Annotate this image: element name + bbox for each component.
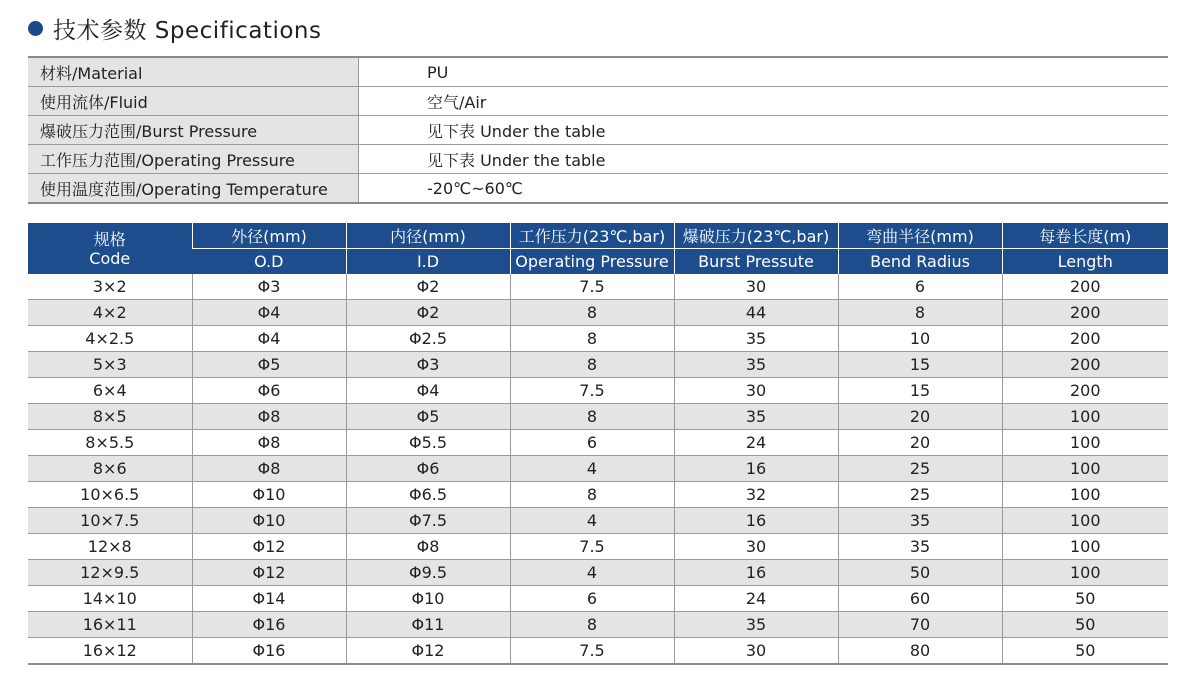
spec-value: 空气/Air: [359, 87, 1169, 116]
specifications-table: [28, 56, 1168, 204]
table-cell: 4: [510, 456, 674, 482]
table-cell: 16: [674, 508, 838, 534]
table-cell: 80: [838, 638, 1002, 665]
column-header-code-en: Code: [89, 248, 131, 268]
table-cell: Φ4: [346, 378, 510, 404]
table-cell: Φ6: [346, 456, 510, 482]
table-cell: 30: [674, 274, 838, 300]
table-cell: 60: [838, 586, 1002, 612]
table-cell: 12×9.5: [28, 560, 192, 586]
table-cell: Φ9.5: [346, 560, 510, 586]
column-header-en: Length: [1002, 249, 1168, 275]
table-cell: 200: [1002, 300, 1168, 326]
table-cell: Φ5: [192, 352, 346, 378]
table-cell: 4: [510, 508, 674, 534]
table-cell: 16×12: [28, 638, 192, 665]
table-cell: Φ2: [346, 274, 510, 300]
table-cell: Φ8: [192, 430, 346, 456]
table-cell: 100: [1002, 430, 1168, 456]
column-header-en: Operating Pressure: [510, 249, 674, 275]
table-cell: Φ10: [192, 482, 346, 508]
dimensions-table-header: [28, 223, 1168, 274]
table-cell: 8×5.5: [28, 430, 192, 456]
dimensions-table-body: [28, 274, 1168, 664]
table-cell: 8: [510, 300, 674, 326]
table-cell: 30: [674, 638, 838, 665]
table-cell: Φ10: [192, 508, 346, 534]
column-header-zh: 爆破压力(23℃,bar): [674, 223, 838, 249]
table-cell: 50: [1002, 586, 1168, 612]
table-row: [28, 300, 1168, 326]
table-cell: 8: [510, 612, 674, 638]
table-cell: 7.5: [510, 274, 674, 300]
table-cell: 16: [674, 456, 838, 482]
spec-label: 爆破压力范围/Burst Pressure: [28, 116, 359, 145]
table-cell: Φ2.5: [346, 326, 510, 352]
table-cell: 70: [838, 612, 1002, 638]
table-cell: 7.5: [510, 378, 674, 404]
table-cell: 6: [510, 430, 674, 456]
spec-value: PU: [359, 57, 1169, 87]
table-cell: Φ3: [346, 352, 510, 378]
table-row: [28, 612, 1168, 638]
table-cell: Φ12: [192, 560, 346, 586]
table-cell: 25: [838, 456, 1002, 482]
column-header-en: O.D: [192, 249, 346, 275]
table-cell: Φ5: [346, 404, 510, 430]
column-header-en: Burst Pressute: [674, 249, 838, 275]
dimensions-table: [28, 223, 1168, 665]
column-header-code: [28, 223, 192, 274]
spec-value: 见下表 Under the table: [359, 145, 1169, 174]
table-cell: 16×11: [28, 612, 192, 638]
spec-label: 使用流体/Fluid: [28, 87, 359, 116]
table-cell: 10×7.5: [28, 508, 192, 534]
table-cell: Φ16: [192, 612, 346, 638]
table-cell: 10: [838, 326, 1002, 352]
table-cell: 35: [838, 508, 1002, 534]
table-cell: 15: [838, 352, 1002, 378]
table-row: [28, 560, 1168, 586]
table-cell: 30: [674, 534, 838, 560]
table-cell: 16: [674, 560, 838, 586]
table-cell: 32: [674, 482, 838, 508]
table-cell: Φ12: [192, 534, 346, 560]
table-cell: 50: [1002, 612, 1168, 638]
table-cell: 30: [674, 378, 838, 404]
table-cell: 6×4: [28, 378, 192, 404]
table-cell: 20: [838, 404, 1002, 430]
column-header-zh: 工作压力(23℃,bar): [510, 223, 674, 249]
table-row: [28, 534, 1168, 560]
table-cell: 8: [838, 300, 1002, 326]
spec-label: 材料/Material: [28, 57, 359, 87]
table-cell: 100: [1002, 534, 1168, 560]
table-row: [28, 430, 1168, 456]
column-header-zh: 每卷长度(m): [1002, 223, 1168, 249]
table-cell: 8: [510, 326, 674, 352]
spec-row: [28, 145, 1168, 174]
table-cell: Φ10: [346, 586, 510, 612]
table-row: [28, 404, 1168, 430]
table-cell: Φ5.5: [346, 430, 510, 456]
column-header-zh: 外径(mm): [192, 223, 346, 249]
table-cell: 100: [1002, 508, 1168, 534]
table-cell: 200: [1002, 352, 1168, 378]
table-cell: 8: [510, 352, 674, 378]
table-cell: 35: [674, 612, 838, 638]
table-row: [28, 274, 1168, 300]
bullet-dot-icon: [28, 21, 43, 36]
spec-value: -20℃~60℃: [359, 174, 1169, 204]
table-cell: 7.5: [510, 638, 674, 665]
spec-value: 见下表 Under the table: [359, 116, 1169, 145]
spec-row: [28, 87, 1168, 116]
table-cell: 12×8: [28, 534, 192, 560]
table-cell: 4: [510, 560, 674, 586]
table-row: [28, 638, 1168, 665]
table-cell: 4×2: [28, 300, 192, 326]
table-cell: Φ14: [192, 586, 346, 612]
table-cell: 5×3: [28, 352, 192, 378]
table-row: [28, 378, 1168, 404]
table-cell: 35: [674, 352, 838, 378]
table-cell: 100: [1002, 456, 1168, 482]
column-header-code-zh: 规格: [93, 229, 126, 249]
table-cell: 200: [1002, 274, 1168, 300]
table-cell: 35: [674, 326, 838, 352]
column-header-zh: 内径(mm): [346, 223, 510, 249]
table-cell: 100: [1002, 482, 1168, 508]
table-row: [28, 456, 1168, 482]
table-cell: 35: [838, 534, 1002, 560]
spec-label: 工作压力范围/Operating Pressure: [28, 145, 359, 174]
spec-row: [28, 174, 1168, 204]
table-cell: 24: [674, 586, 838, 612]
spec-row: [28, 57, 1168, 87]
table-cell: Φ16: [192, 638, 346, 665]
table-cell: 200: [1002, 378, 1168, 404]
specifications-table-body: [28, 57, 1168, 203]
table-cell: Φ8: [192, 456, 346, 482]
table-cell: Φ3: [192, 274, 346, 300]
table-cell: Φ8: [346, 534, 510, 560]
table-cell: 25: [838, 482, 1002, 508]
spec-row: [28, 116, 1168, 145]
table-cell: Φ6.5: [346, 482, 510, 508]
table-cell: 50: [1002, 638, 1168, 665]
table-cell: 20: [838, 430, 1002, 456]
column-header-en: Bend Radius: [838, 249, 1002, 275]
table-cell: 10×6.5: [28, 482, 192, 508]
table-cell: 3×2: [28, 274, 192, 300]
table-cell: 100: [1002, 560, 1168, 586]
table-cell: Φ7.5: [346, 508, 510, 534]
table-cell: 200: [1002, 326, 1168, 352]
table-cell: Φ2: [346, 300, 510, 326]
table-cell: 8×5: [28, 404, 192, 430]
table-cell: 8: [510, 482, 674, 508]
section-title-text: 技术参数 Specifications: [53, 17, 322, 44]
table-cell: Φ4: [192, 326, 346, 352]
table-cell: 35: [674, 404, 838, 430]
table-cell: 7.5: [510, 534, 674, 560]
spec-label: 使用温度范围/Operating Temperature: [28, 174, 359, 204]
table-cell: Φ11: [346, 612, 510, 638]
table-cell: 4×2.5: [28, 326, 192, 352]
table-cell: 100: [1002, 404, 1168, 430]
table-row: [28, 508, 1168, 534]
table-cell: 15: [838, 378, 1002, 404]
table-cell: 14×10: [28, 586, 192, 612]
table-cell: Φ6: [192, 378, 346, 404]
table-cell: Φ12: [346, 638, 510, 665]
column-header-en: I.D: [346, 249, 510, 275]
table-row: [28, 326, 1168, 352]
table-row: [28, 586, 1168, 612]
table-row: [28, 482, 1168, 508]
table-cell: 44: [674, 300, 838, 326]
table-cell: 50: [838, 560, 1002, 586]
table-cell: 24: [674, 430, 838, 456]
table-cell: 6: [510, 586, 674, 612]
section-title: [28, 10, 321, 46]
table-cell: 6: [838, 274, 1002, 300]
table-cell: 8: [510, 404, 674, 430]
table-cell: Φ8: [192, 404, 346, 430]
column-header-zh: 弯曲半径(mm): [838, 223, 1002, 249]
table-cell: 8×6: [28, 456, 192, 482]
table-row: [28, 352, 1168, 378]
table-cell: Φ4: [192, 300, 346, 326]
